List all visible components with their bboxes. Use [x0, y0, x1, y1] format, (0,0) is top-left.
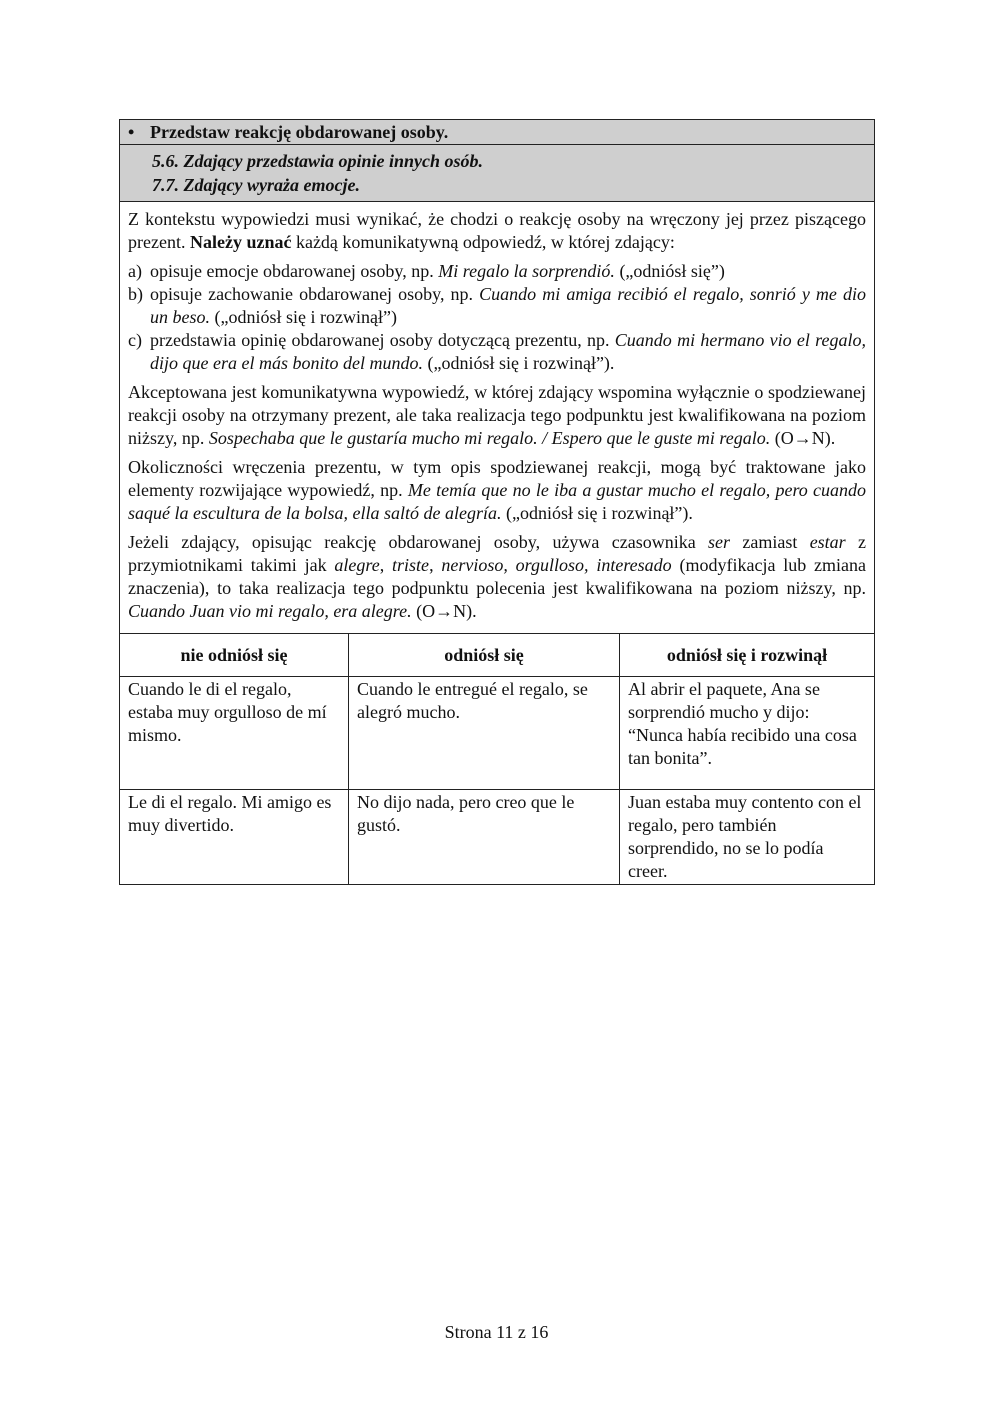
table-row [120, 677, 874, 790]
list-item: a) opisuje emocje obdarowanej osoby, np. Mi regalo la sorprendió. („odniósł się”) [128, 261, 725, 281]
list-item: c) przedstawia opinię obdarowanej osoby dotyczącą prezentu, np. Cuando mi hermano vio el regalo, dijo que era el más bonito del mundo. („odniósł się i rozwinął”). [128, 330, 867, 373]
table-cell: Cuando le entregué el regalo, se alegró mucho. [349, 677, 620, 790]
table-cell: Le di el regalo. Mi amigo es muy divertido. [120, 790, 349, 885]
column-header: odniósł się i rozwinął [620, 634, 875, 677]
column-header: odniósł się [349, 634, 620, 677]
instruction-paragraph-2: Akceptowana jest komunikatywna wypowiedź, w której zdający wspomina wyłącznie o spodziewanej reakcji osoby na otrzymany prezent, ale taka realizacja tego podpunktu jest kwalifikowana na poziom niższy, np. Sospechaba que le gustaría mucho mi regalo. / Espero que le guste mi regalo. (O→N). [128, 382, 866, 448]
task-bullet-row [120, 120, 874, 145]
page-number: Strona 11 z 16 [444, 1322, 549, 1342]
instruction-paragraph-4: Jeżeli zdający, opisując reakcję obdarowanej osoby, używa czasownika ser zamiast estar z przymiotnikami takimi jak alegre, triste, nervioso, orgulloso, interesado (modyfikacja lub zmiana znaczenia), to taka realizacja tego podpunktu polecenia jest kwalifikowana na poziom niższy, np. Cuando Juan vio mi regalo, era alegre. (O→N). [128, 532, 867, 621]
table-row [120, 790, 874, 885]
requirement-5-6: 5.6. Zdający przedstawia opinie innych osób. [152, 151, 484, 171]
accepted-answers-list [128, 260, 866, 375]
instruction-paragraph-3: Okoliczności wręczenia prezentu, w tym opis spodziewanej reakcji, mogą być traktowane jako elementy rozwijające wypowiedź, np. Me temía que no le iba a gustar mucho el regalo, pero cuando saqué la escultura de la bolsa, ella saltó de alegría. („odniósł się i rozwinął”). [128, 457, 867, 523]
requirement-7-7: 7.7. Zdający wyraża emocje. [152, 175, 360, 195]
examples-table [120, 633, 874, 884]
grading-instructions [120, 202, 874, 633]
table-header-row [120, 634, 874, 677]
criteria-box [119, 119, 875, 885]
table-cell: No dijo nada, pero creo que le gustó. [349, 790, 620, 885]
bullet-icon: • [128, 122, 135, 142]
table-cell: Cuando le di el regalo, estaba muy orgulloso de mí mismo. [120, 677, 349, 790]
list-item: b) opisuje zachowanie obdarowanej osoby, np. Cuando mi amiga recibió el regalo, sonrió y me dio un beso. („odniósł się i rozwinął”) [128, 284, 866, 327]
table-cell: Juan estaba muy contento con el regalo, pero también sorprendido, no se lo podía creer. [620, 790, 875, 885]
requirements-row [120, 145, 874, 202]
task-bullet-text: Przedstaw reakcję obdarowanej osoby. [150, 122, 449, 142]
column-header: nie odniósł się [120, 634, 349, 677]
table-cell: Al abrir el paquete, Ana se sorprendió mucho y dijo: “Nunca había recibido una cosa tan bonita”. [620, 677, 875, 790]
instruction-paragraph-1: Z kontekstu wypowiedzi musi wynikać, że chodzi o reakcję osoby na wręczony jej przez piszącego prezent. Należy uznać każdą komunikatywną odpowiedź, w której zdający: [128, 209, 866, 252]
